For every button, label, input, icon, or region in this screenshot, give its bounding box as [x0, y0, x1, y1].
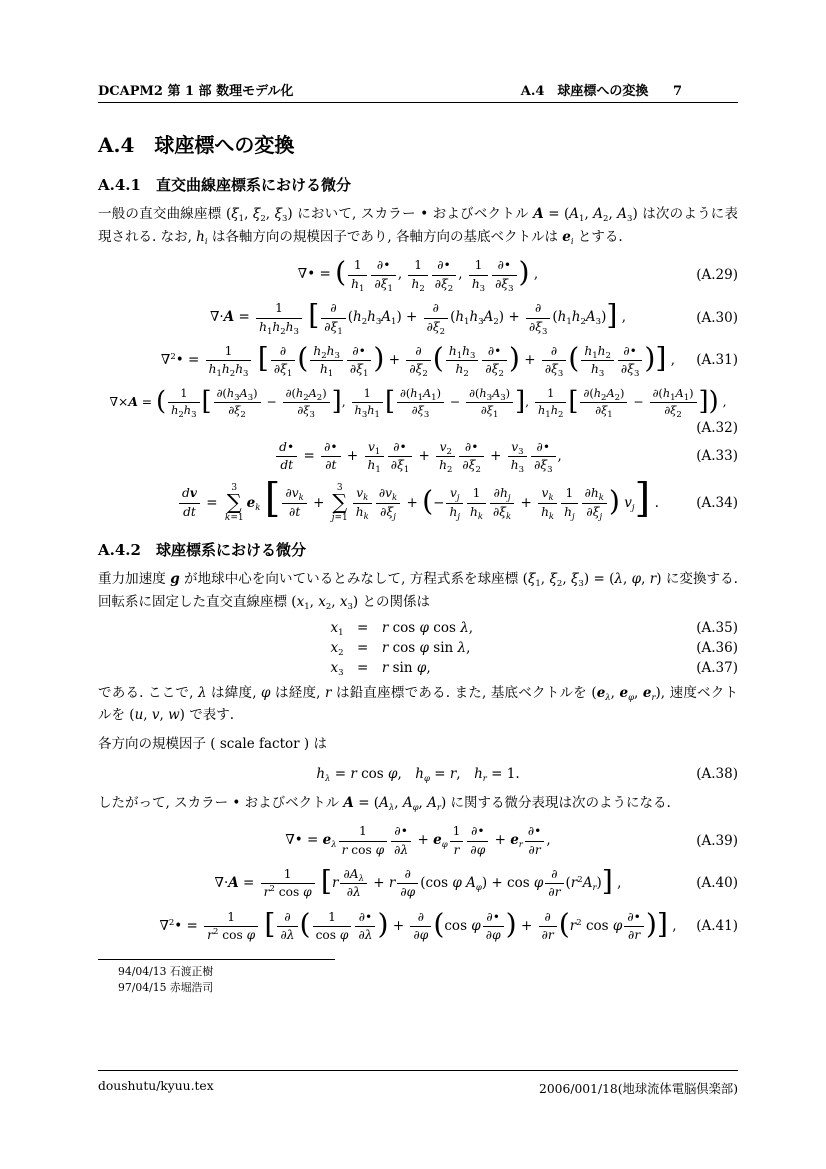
equation-a29 — [98, 255, 738, 294]
equation-math-a30: ∇·A = $\frac{1}{h_1h_2h_3}$ [ ∂ $\partial\xi_1$ $(h_2h_3A_1)$ + ∂ $\partial\xi_2$ $(h_1h_3A_2)$ + ∂ $\partial\xi_3$ $(h_1h_2A_3)$] , — [209, 298, 627, 337]
footer-filename: doushutu/kyuu.tex — [98, 1079, 214, 1093]
equation-label-a33: (A.33) — [696, 448, 738, 465]
equation-label-a36: (A.36) — [696, 639, 738, 656]
equation-label-a41: (A.41) — [696, 918, 738, 935]
equation-math-a32: ∇×A = ( $\frac{1}{h_2h_3}$ [ $\frac{\partial(h_3A_3)}{\partial\xi_2}$ − $\frac{\partial(h_2A_2)}{\partial\xi_3}$ ], $\frac{1}{h_3h_1}$ [ $\frac{\partial(h_1A_1)}{\partial\xi_3}$ − $\frac{\partial(h_3A_3)}{\partial\xi_1}$ ], $\frac{1}{h_1h_2}$ [ $\frac{\partial(h_2A_2)}{\partial\xi_1}$ − $\frac{\partial(h_1A_1)}{\partial\xi_2}$ ]) , — [109, 386, 727, 421]
equation-math-a36: $x_2$ = r cos φ sin λ, — [330, 639, 471, 658]
header-section-title: A.4 球座標への変換 — [520, 84, 649, 99]
section-title: A.4 球座標への変換 — [98, 133, 295, 157]
equation-a36 — [98, 640, 738, 656]
equation-label-a31: (A.31) — [696, 352, 738, 369]
equation-a31 — [98, 341, 738, 380]
page-footer — [98, 1070, 738, 1097]
equation-a35 — [98, 620, 738, 636]
equation-label-a40: (A.40) — [696, 875, 738, 892]
footnote-rule — [98, 959, 335, 960]
header-left: DCAPM2 第 1 部 数理モデル化 — [98, 84, 294, 99]
footer-date-credit: 2006/001/18(地球流体電脳倶楽部) — [539, 1082, 738, 1096]
paragraph-therefore: したがって, スカラー • およびベクトル $A = (A_\lambda$, $A_\varphi$, $A_r$) に関する微分表現は次のようになる. — [98, 794, 671, 813]
equation-label-a39: (A.39) — [696, 832, 738, 849]
equation-math-a33: $\frac{d•}{dt}$ = ∂• ∂t + $\frac{v_1}{h_1}$ ∂• $\partial\xi_1$ + $\frac{v_2}{h_2}$ ∂• $\partial\xi_2$ + $\frac{v_3}{h_3}$ ∂• $\partial\xi_3$ , — [274, 440, 562, 473]
paragraph-scale-factor: 各方向の規模因子 ( scale factor ) は — [98, 735, 327, 752]
subsection-title-a42: A.4.2 球座標系における微分 — [98, 541, 306, 560]
header-right — [521, 80, 738, 99]
equation-math-a31: ∇$^2$• = $\frac{1}{h_1h_2h_3}$ [ ∂ $\partial\xi_1$ ( $\frac{h_2h_3}{h_1}$ ∂• $\partial\xi_1$ ) + ∂ $\partial\xi_2$ ( $\frac{h_1h_3}{h_2}$ ∂• $\partial\xi_2$ ) + ∂ $\partial\xi_3$ ( $\frac{h_1h_2}{h_3}$ ∂• $\partial\xi_3$ )] , — [160, 341, 676, 380]
paragraph-spherical-intro: 重力加速度 g が地球中心を向いているとみなして, 方程式系を球座標 ($\xi_1$, $\xi_2$, $\xi_3) = (\lambda$, φ, r) に変換する. 回転系に固定した直交直線座標 ($x_1$, $x_2$, $x_3$) との関係は — [98, 571, 738, 612]
equation-math-a34: $\frac{dv}{dt}$ = 3 ∑ k=1 $e_k$ [ $\frac{\partial v_k}{\partial t}$ + 3 ∑ j=1 $\frac{v_k}{h_k}$ $\frac{\partial v_k}{\partial\xi_j}$ + (− $\frac{v_j}{h_j}$ $\frac{1}{h_k}$ $\frac{\partial h_j}{\partial\xi_k}$ + $\frac{v_k}{h_k}$ $\frac{1}{h_j}$ $\frac{\partial h_k}{\partial\xi_j}$ ) $v_j$] . — [177, 483, 659, 524]
equation-label-a34: (A.34) — [696, 494, 738, 511]
equation-label-a35: (A.35) — [696, 619, 738, 636]
equation-math-a38: $h_\lambda = r$ cos φ, $h_\varphi = r$, $h_r = 1$. — [316, 765, 520, 784]
footnote-line-1: 94/04/13 石渡正樹 — [118, 964, 214, 978]
equation-a32 — [98, 387, 738, 436]
footnote-block — [98, 959, 738, 997]
paragraph-coordinate-names: である. ここで, λ は緯度, φ は経度, r は鉛直座標である. また, 基底ベクトルを ($e_\lambda$, $e_\varphi$, $e_r$), 速度ベクトルを (u, v, w) で表す. — [98, 684, 738, 724]
equation-a33 — [98, 439, 738, 476]
footnote-line-2: 97/04/15 赤堀浩司 — [118, 981, 214, 995]
subsection-title-a41: A.4.1 直交曲線座標系における微分 — [98, 176, 351, 194]
page-header — [98, 80, 738, 99]
equation-math-a37: $x_3$ = r sin φ, — [330, 659, 431, 678]
equation-label-a29: (A.29) — [696, 266, 738, 283]
equation-a37 — [98, 660, 738, 676]
equation-a39 — [98, 824, 738, 857]
equation-label-a38: (A.38) — [696, 765, 738, 782]
equation-math-a39: ∇• = $e_\lambda$ $\frac{1}{\text{r cos φ}}$ ∂• ∂λ + $e_\varphi$ $\frac{1}{r}$ ∂• ∂φ + $e_r$ ∂• ∂r , — [285, 824, 551, 857]
equation-a30 — [98, 298, 738, 337]
equation-a38 — [98, 766, 738, 782]
equation-a40 — [98, 864, 738, 900]
equation-math-a41: ∇$^2$• = $\frac{1}{r^2 \cos \varphi}$ [ ∂ ∂λ ( $\frac{1}{\text{cos φ}}$ ∂• ∂λ ) + ∂ ∂φ (cos φ ∂• ∂φ ) + ∂ ∂r ($r^2$ cos φ ∂• ∂r )] , — [159, 907, 677, 943]
header-rule — [98, 102, 738, 103]
paragraph-intro-curvilinear: 一般の直交曲線座標 ($\xi_1$, $\xi_2$, $\xi_3$) において, スカラー • およびベクトル $A = (A_1$, $A_2$, $A_3$) は次のように表現される. なお, $h_i$ は各軸方向の規模因子であり, 各軸方向の基底ベクトルは $e_i$ とする. — [98, 206, 739, 247]
equation-label-a30: (A.30) — [696, 309, 738, 326]
equation-math-a35: $x_1$ = r cos φ cos λ, — [330, 619, 474, 638]
equation-a41 — [98, 907, 738, 943]
equation-math-a40: ∇·A = $\frac{1}{r^2 \cos \varphi}$ [r $\frac{\partial A_\lambda}{\partial\lambda}$ + r ∂ ∂φ (cos φ $A_\varphi) + \cos \varphi$ ∂ ∂r $(r^2A_r)$] , — [214, 864, 622, 900]
equation-label-a32: (A.32) — [696, 419, 738, 436]
equation-label-a37: (A.37) — [696, 659, 738, 676]
equation-math-a29: ∇• = ( $\frac{1}{h_1}$ ∂• $\partial\xi_1$ , $\frac{1}{h_2}$ ∂• $\partial\xi_2$ , $\frac{1}{h_3}$ ∂• $\partial\xi_3$ ) , — [297, 255, 539, 294]
equation-a34 — [98, 473, 738, 524]
page-number: 7 — [672, 84, 682, 99]
